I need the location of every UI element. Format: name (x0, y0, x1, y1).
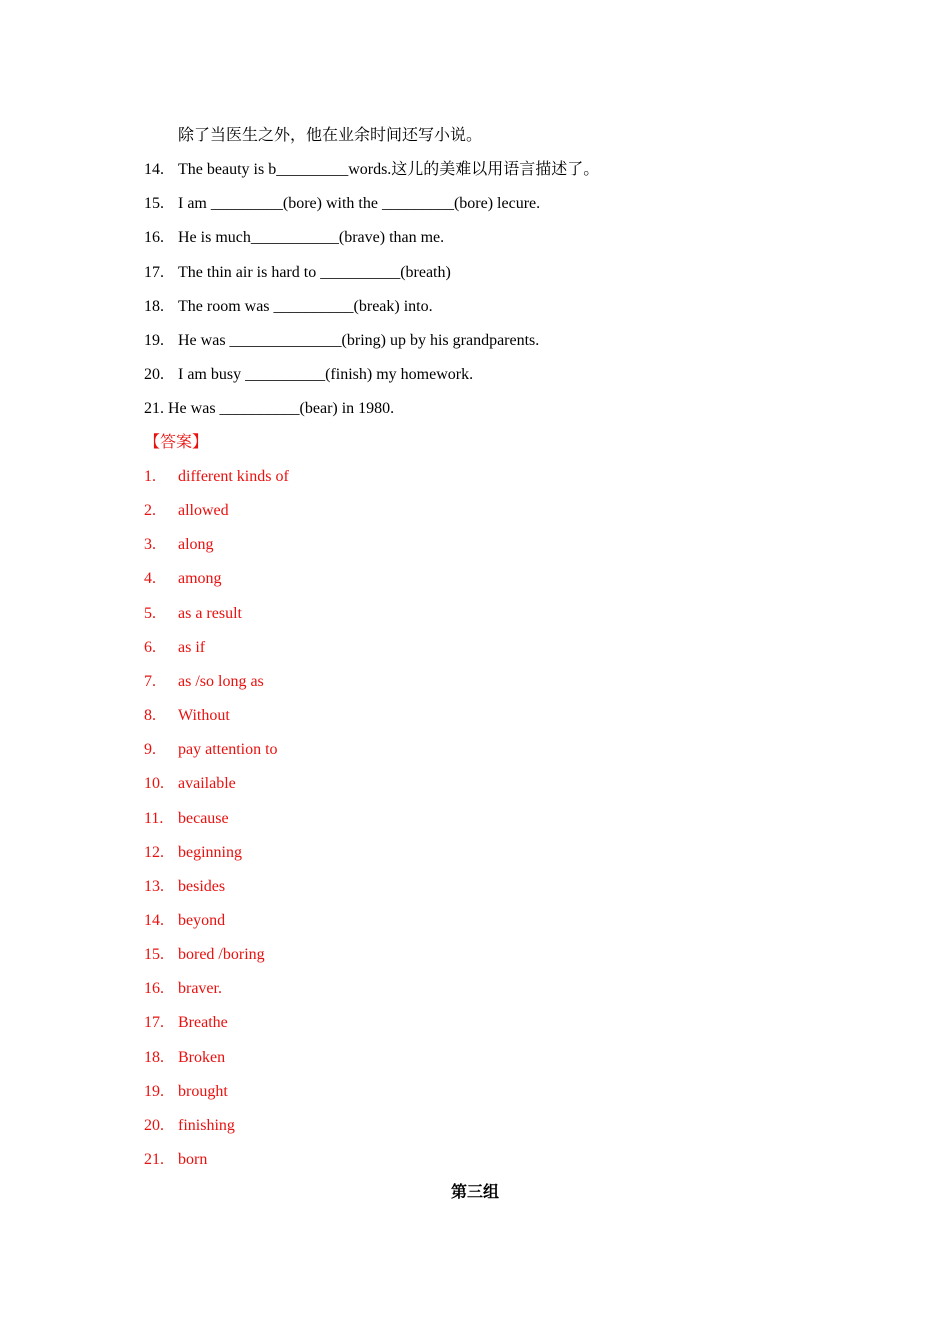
question-number: 17. (144, 263, 164, 281)
answer-text: Broken (178, 1048, 226, 1066)
answer-number: 2. (144, 502, 156, 520)
answer-number: 18. (144, 1048, 164, 1066)
answer-row (144, 1115, 235, 1137)
question-number: 18. (144, 297, 164, 315)
question-row (144, 159, 599, 181)
answer-number: 9. (144, 741, 156, 759)
question-row (144, 364, 473, 386)
answer-number: 21. (144, 1151, 164, 1168)
answer-number: 13. (144, 877, 164, 895)
answer-row (144, 534, 214, 556)
section-title: 第三组 (450, 1184, 499, 1201)
answer-number: 6. (144, 638, 156, 656)
answer-text: among (178, 570, 222, 588)
question-number: 16. (144, 229, 164, 247)
answer-text: allowed (178, 502, 229, 520)
answer-row (144, 705, 230, 727)
answer-text: born (178, 1151, 208, 1168)
answer-text: pay attention to (178, 741, 278, 759)
question-row (144, 262, 451, 284)
question-row (144, 296, 433, 318)
question-text: The beauty is b_________words.这儿的美难以用语言描述了。 (178, 161, 600, 178)
question-number: 15. (144, 195, 164, 213)
answer-text: available (178, 775, 236, 793)
answer-number: 11. (144, 809, 164, 827)
answer-number: 14. (144, 911, 164, 929)
answer-text: beyond (178, 911, 226, 929)
answer-number: 12. (144, 843, 164, 861)
answer-number: 1. (144, 468, 156, 485)
answer-number: 17. (144, 1014, 164, 1032)
answer-number: 3. (144, 536, 156, 554)
answer-text: finishing (178, 1116, 235, 1134)
answer-number: 20. (144, 1116, 164, 1134)
answer-row (144, 466, 289, 488)
answer-row (144, 910, 225, 932)
answer-number: 4. (144, 570, 156, 588)
answer-text: as if (178, 638, 206, 656)
answer-text: beginning (178, 843, 242, 861)
answer-row (144, 500, 229, 522)
answer-number: 19. (144, 1082, 164, 1100)
answer-row (144, 773, 236, 795)
question-text: I am _________(bore) with the _________(bore) lecure. (178, 195, 541, 213)
answer-row (144, 808, 229, 830)
answer-heading: 【答案】 (144, 434, 209, 451)
question-row (144, 227, 444, 249)
answer-row (144, 978, 222, 1000)
question-number: 19. (144, 332, 164, 349)
answer-text: as a result (178, 604, 242, 622)
question-text: The room was __________(break) into. (178, 297, 433, 315)
question-21: 21. He was __________(bear) in 1980. (144, 400, 395, 417)
answer-row (144, 1047, 225, 1069)
answer-row (144, 842, 242, 864)
answer-row (144, 603, 242, 625)
question-row (144, 330, 539, 352)
answer-row (144, 1012, 228, 1034)
answer-text: different kinds of (178, 468, 289, 485)
question-number: 14. (144, 161, 164, 178)
answer-text: braver. (178, 980, 222, 998)
answer-row (144, 876, 225, 898)
answer-number: 15. (144, 946, 164, 964)
answer-number: 7. (144, 672, 156, 690)
question-text: He was ______________(bring) up by his grandparents. (178, 332, 540, 349)
answer-text: because (178, 809, 229, 827)
answer-row (144, 944, 265, 966)
answer-text: brought (178, 1082, 228, 1100)
answer-row (144, 1149, 207, 1171)
answer-row (144, 739, 278, 761)
question-number: 20. (144, 366, 164, 384)
question-row (144, 193, 540, 215)
answer-row (144, 1081, 228, 1103)
answer-text: as /so long as (178, 672, 264, 690)
answer-text: along (178, 536, 214, 554)
answer-text: bored /boring (178, 946, 265, 964)
intro-sentence: 除了当医生之外，他在业余时间还写小说。 (178, 127, 483, 144)
answer-number: 5. (144, 604, 156, 622)
answer-text: besides (178, 877, 226, 895)
answer-row (144, 568, 222, 590)
answer-number: 8. (144, 707, 156, 725)
answer-row (144, 637, 205, 659)
answer-number: 16. (144, 980, 164, 998)
question-text: I am busy __________(finish) my homework. (178, 366, 474, 384)
question-text: The thin air is hard to __________(breath) (178, 263, 451, 281)
answer-number: 10. (144, 775, 164, 793)
answer-text: Without (178, 707, 230, 725)
answer-text: Breathe (178, 1014, 228, 1032)
question-text: He is much___________(brave) than me. (178, 229, 445, 247)
answer-row (144, 671, 264, 693)
